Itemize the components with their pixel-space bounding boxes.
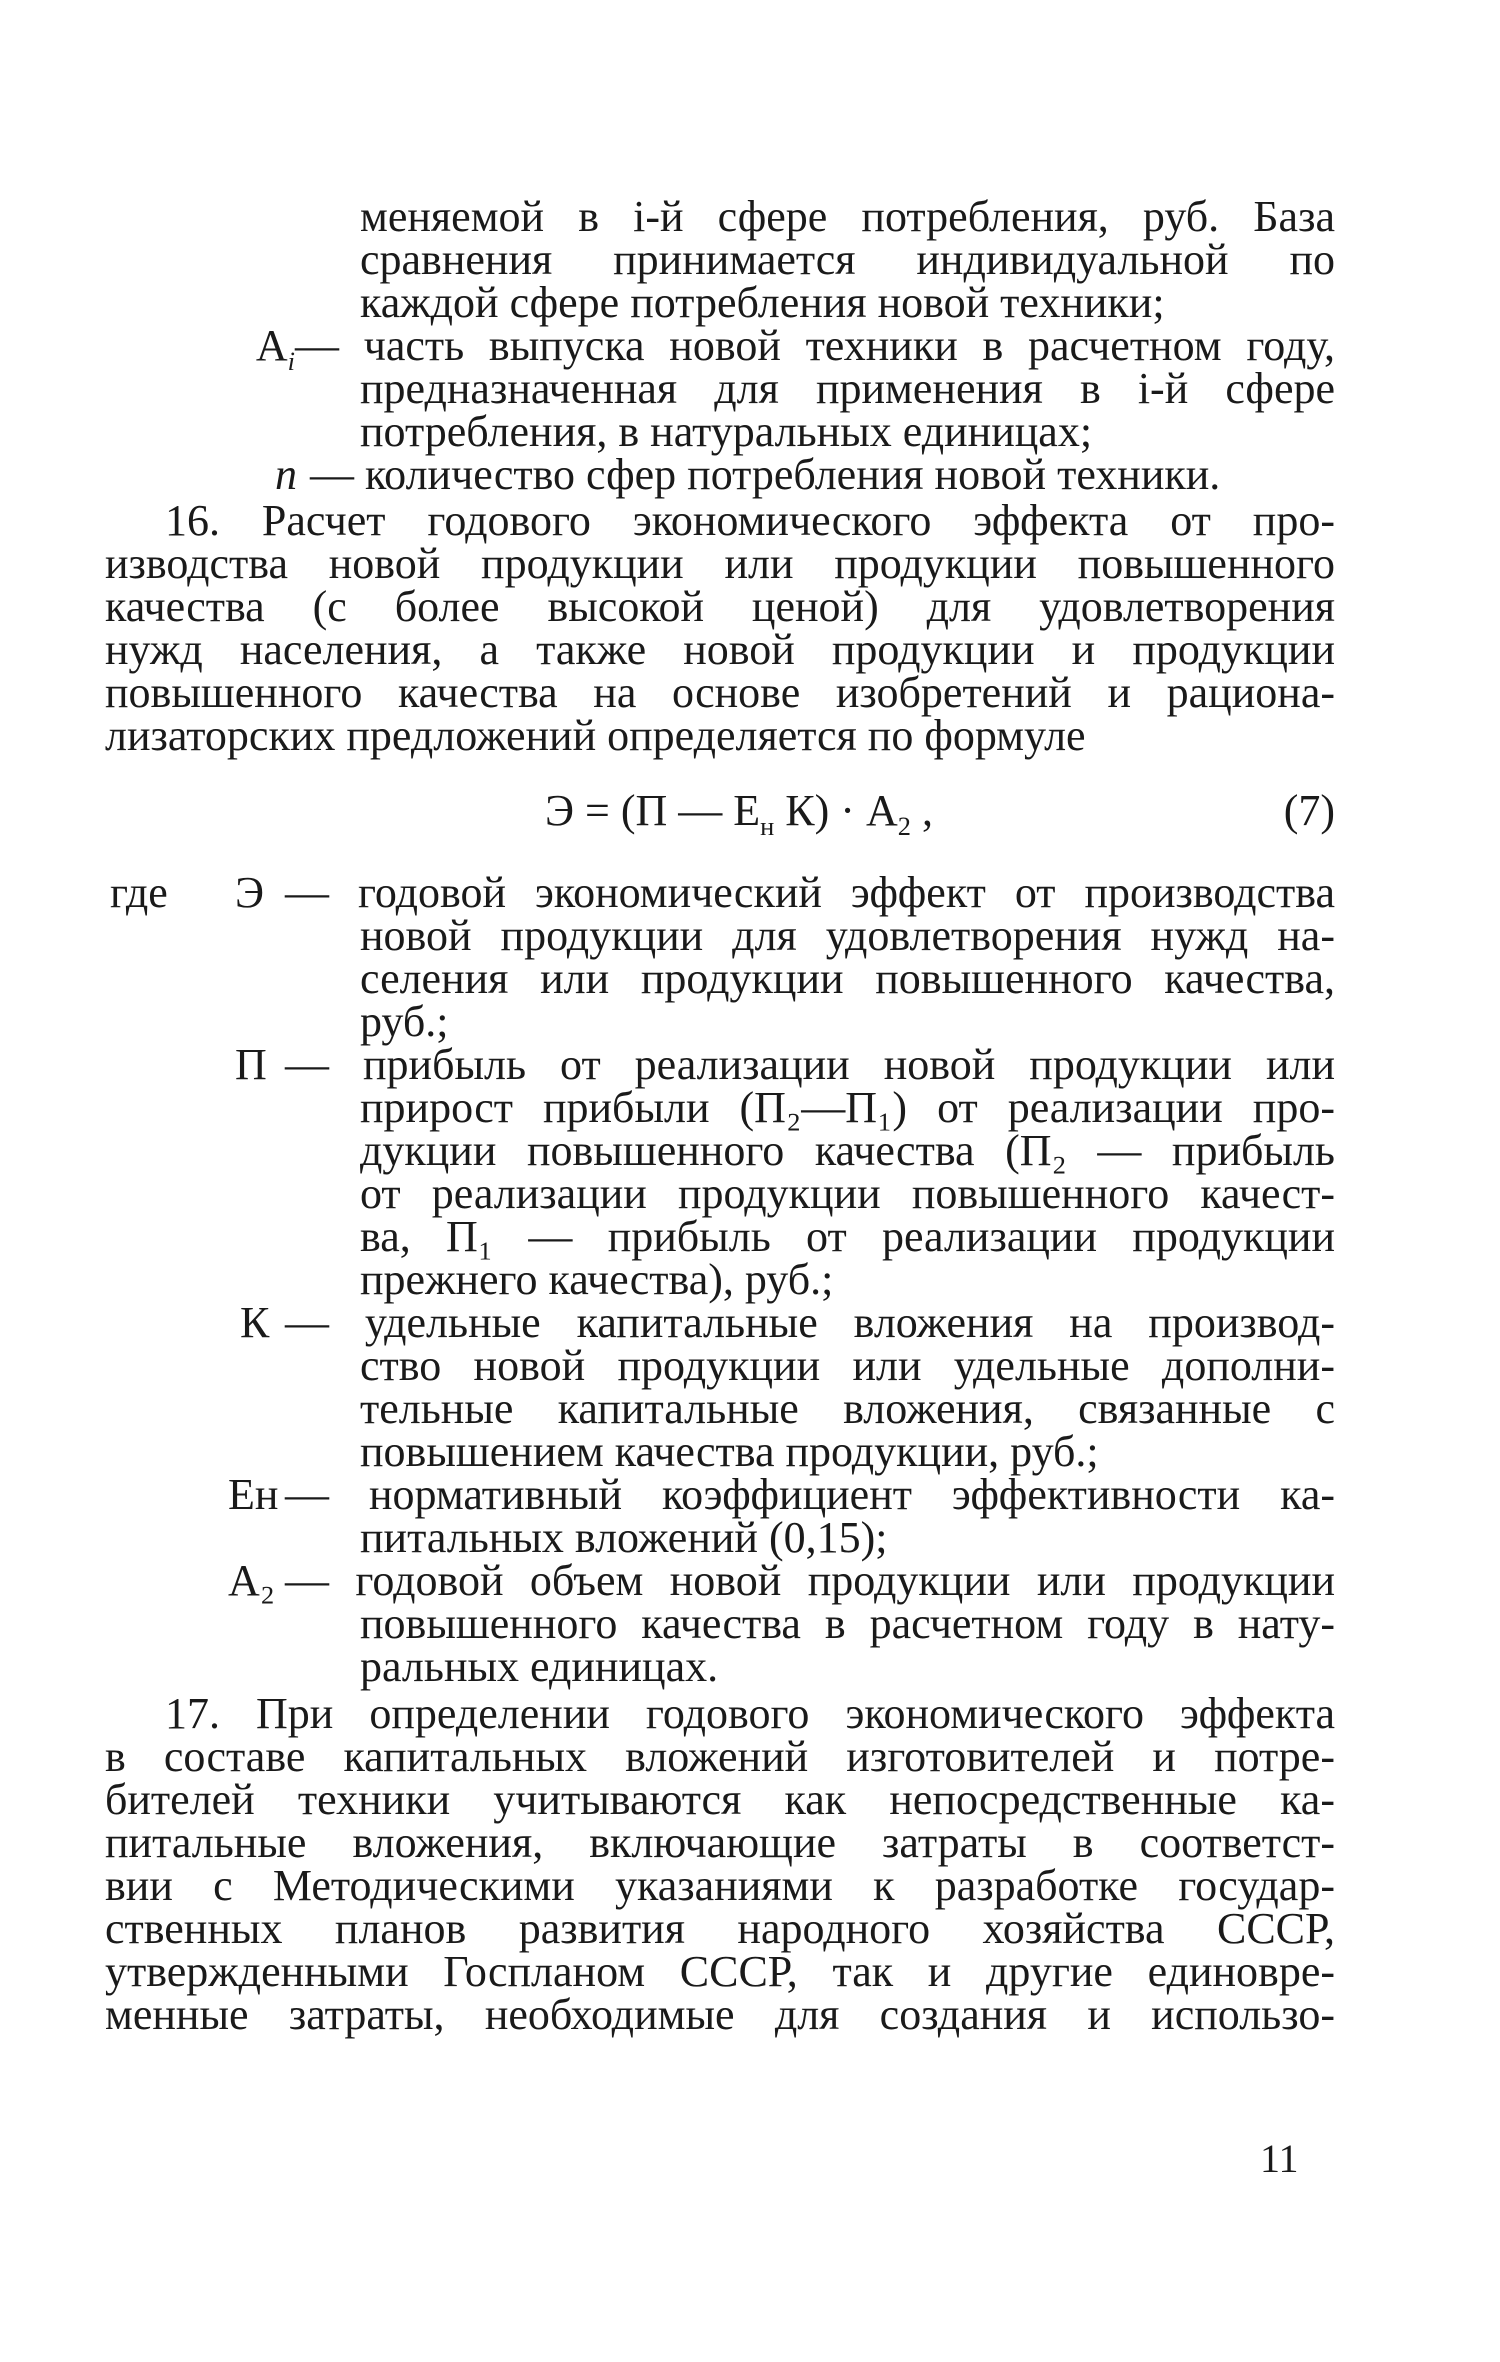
formula-7 <box>165 767 1335 857</box>
text-line: — прибыль от реализации новой продукции или <box>285 1040 1335 1089</box>
definition-item <box>110 1556 1335 1691</box>
definition-symbol: Ен <box>228 1470 279 1519</box>
text-line: руб.; <box>360 997 449 1046</box>
page-number: 11 <box>1260 2136 1299 2181</box>
definition-symbol: $A_i$ <box>255 321 295 376</box>
text-line: ва, П₁ — прибыль от реализации продукции <box>360 1212 1335 1261</box>
definition-symbol: К <box>240 1298 270 1347</box>
top-continuation <box>165 192 1335 327</box>
text-line: в составе капитальных вложений изготовителей и потре- <box>105 1732 1335 1781</box>
text-line: — часть выпуска новой техники в расчетном году, <box>295 321 1335 370</box>
text-line: повышенного качества на основе изобретений и рациона- <box>105 668 1335 717</box>
text-line: — количество сфер потребления новой техники. <box>310 450 1221 499</box>
text-line: качества (с более высокой ценой) для удовлетворения <box>105 582 1335 631</box>
text-line: новой продукции для удовлетворения нужд на- <box>360 911 1335 960</box>
text-line: питальные вложения, включающие затраты в соответст- <box>105 1818 1335 1867</box>
paragraph-16 <box>105 496 1335 760</box>
definition-symbol: Э <box>235 868 265 917</box>
text-line: питальных вложений (0,15); <box>360 1513 888 1562</box>
text-line: от реализации продукции повышенного качест- <box>360 1169 1335 1218</box>
where-definitions <box>110 868 1335 1691</box>
text-line: сравнения принимается индивидуальной по <box>360 235 1335 284</box>
text-line: нужд населения, а также новой продукции и продукции <box>105 625 1335 674</box>
definition-symbol: n <box>275 450 297 499</box>
text-line: 16. Расчет годового экономического эффекта от про- <box>165 496 1335 545</box>
definition-item <box>110 868 1335 1046</box>
definition-n <box>165 450 1335 499</box>
formula-number: (7) <box>1283 786 1335 835</box>
text-line: — удельные капитальные вложения на производ- <box>285 1298 1335 1347</box>
text-line: повышением качества продукции, руб.; <box>360 1427 1099 1476</box>
paragraph-17 <box>105 1689 1335 2039</box>
text-line: ральных единицах. <box>360 1642 719 1691</box>
definition-Ai <box>165 321 1335 456</box>
text-line: предназначенная для применения в i-й сфере <box>360 364 1335 413</box>
definition-symbol: А₂ <box>228 1556 276 1605</box>
text-line: повышенного качества в расчетном году в нату- <box>360 1599 1335 1648</box>
text-line: ство новой продукции или удельные дополни- <box>360 1341 1335 1390</box>
where-label: где <box>110 868 168 917</box>
text-line: каждой сфере потребления новой техники; <box>360 278 1165 327</box>
text-line: дукции повышенного качества (П₂ — прибыль <box>360 1126 1335 1175</box>
definition-item <box>110 1470 1335 1562</box>
text-line: ственных планов развития народного хозяйства СССР, <box>105 1904 1335 1953</box>
formula-expression: Э = (П — $Е_н$ $К) \cdot А_2$ , <box>545 786 933 841</box>
definition-item <box>110 1298 1335 1476</box>
text-line: менные затраты, необходимые для создания и использо- <box>105 1990 1335 2039</box>
text-line: изводства новой продукции или продукции повышенного <box>105 539 1335 588</box>
text-line: вии с Методическими указаниями к разработке государ- <box>105 1861 1335 1910</box>
text-line: меняемой в i-й сфере потребления, руб. База <box>360 192 1335 241</box>
text-line: — годовой объем новой продукции или продукции <box>285 1556 1335 1605</box>
text-line: — годовой экономический эффект от производства <box>285 868 1335 917</box>
text-line: прирост прибыли (П₂—П₁) от реализации про- <box>360 1083 1335 1132</box>
text-line: — нормативный коэффициент эффективности ка- <box>285 1470 1335 1519</box>
text-line: селения или продукции повышенного качества, <box>360 954 1335 1003</box>
text-line: утвержденными Госпланом СССР, так и другие единовре- <box>105 1947 1335 1996</box>
definition-item <box>110 1040 1335 1304</box>
text-line: потребления, в натуральных единицах; <box>360 407 1093 456</box>
text-line: 17. При определении годового экономического эффекта <box>165 1689 1335 1738</box>
definition-symbol: П <box>235 1040 267 1089</box>
text-line: прежнего качества), руб.; <box>360 1255 834 1304</box>
text-line: тельные капитальные вложения, связанные с <box>360 1384 1335 1433</box>
text-line: бителей техники учитываются как непосредственные ка- <box>105 1775 1335 1824</box>
text-line: лизаторских предложений определяется по формуле <box>105 711 1086 760</box>
page-body <box>105 192 1335 2039</box>
